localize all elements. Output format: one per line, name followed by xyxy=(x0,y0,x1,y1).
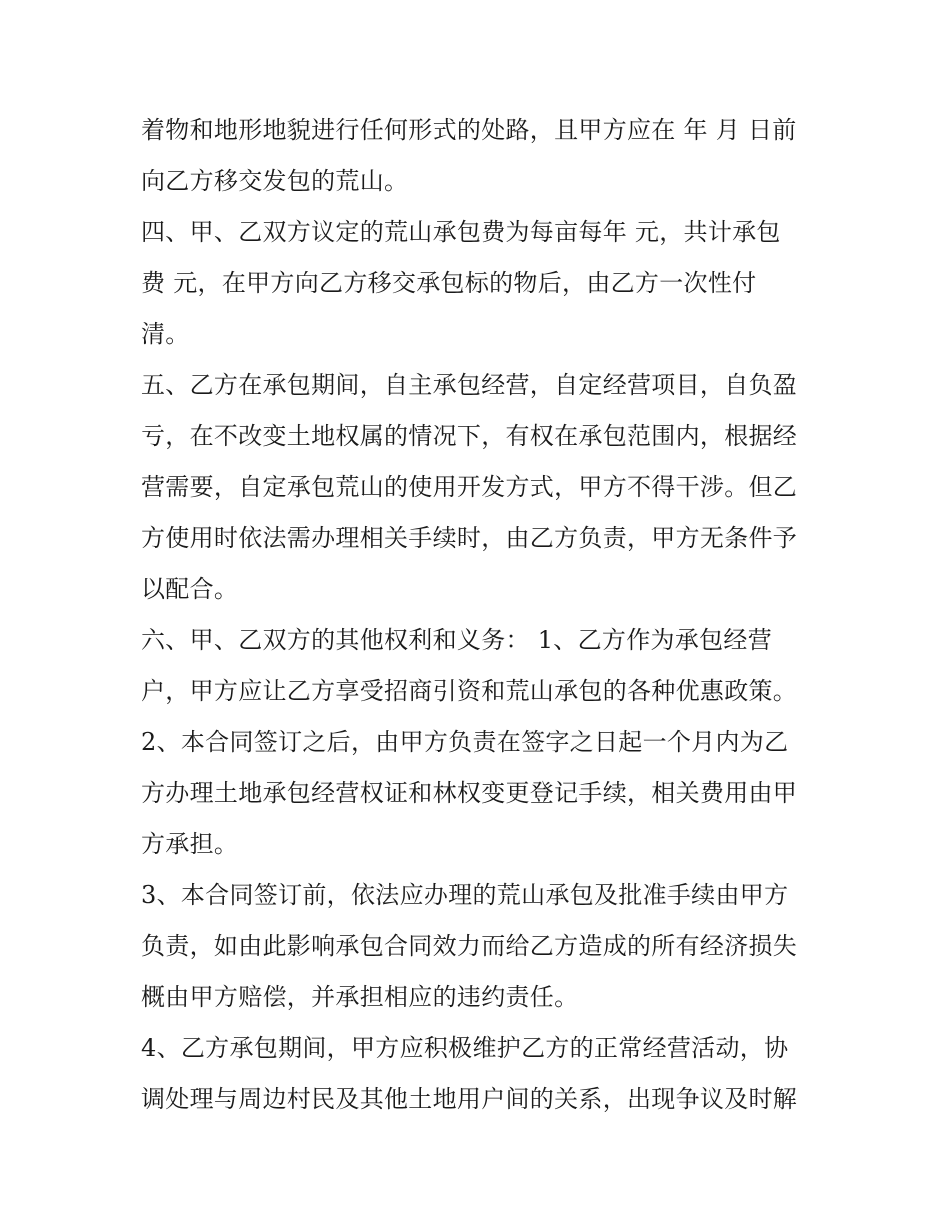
text-line: 负责，如由此影响承包合同效力而给乙方造成的所有经济损失 xyxy=(141,932,798,960)
text-line: 六、甲、乙双方的其他权利和义务： 1、乙方作为承包经营 xyxy=(141,626,772,654)
text-line: 以配合。 xyxy=(141,575,239,603)
text-line: 亏，在不改变土地权属的情况下，有权在承包范围内，根据经 xyxy=(141,422,798,450)
text-line: 2、本合同签订之后，由甲方负责在签字之日起一个月内为乙 xyxy=(141,728,789,756)
text-line: 营需要，自定承包荒山的使用开发方式，甲方不得干涉。但乙 xyxy=(141,473,798,501)
text-line: 概由甲方赔偿，并承担相应的违约责任。 xyxy=(141,983,579,1011)
text-line: 方使用时依法需办理相关手续时，由乙方负责，甲方无条件予 xyxy=(141,524,798,552)
text-line: 方承担。 xyxy=(141,830,239,858)
text-line: 着物和地形地貌进行任何形式的处路，且甲方应在 年 月 日前 xyxy=(141,116,797,144)
text-line: 4、乙方承包期间，甲方应积极维护乙方的正常经营活动，协 xyxy=(141,1034,789,1062)
text-line: 户，甲方应让乙方享受招商引资和荒山承包的各种优惠政策。 xyxy=(141,677,798,705)
text-line: 费 元，在甲方向乙方移交承包标的物后，由乙方一次性付 xyxy=(141,269,757,297)
text-line: 调处理与周边村民及其他土地用户间的关系，出现争议及时解 xyxy=(141,1085,798,1113)
text-line: 向乙方移交发包的荒山。 xyxy=(141,167,409,195)
text-line: 清。 xyxy=(141,320,190,348)
text-line: 五、乙方在承包期间，自主承包经营，自定经营项目，自负盈 xyxy=(141,371,798,399)
text-line: 四、甲、乙双方议定的荒山承包费为每亩每年 元，共计承包 xyxy=(141,218,781,246)
text-line: 3、本合同签订前，依法应办理的荒山承包及批准手续由甲方 xyxy=(141,881,789,909)
text-line: 方办理土地承包经营权证和林权变更登记手续，相关费用由甲 xyxy=(141,779,798,807)
